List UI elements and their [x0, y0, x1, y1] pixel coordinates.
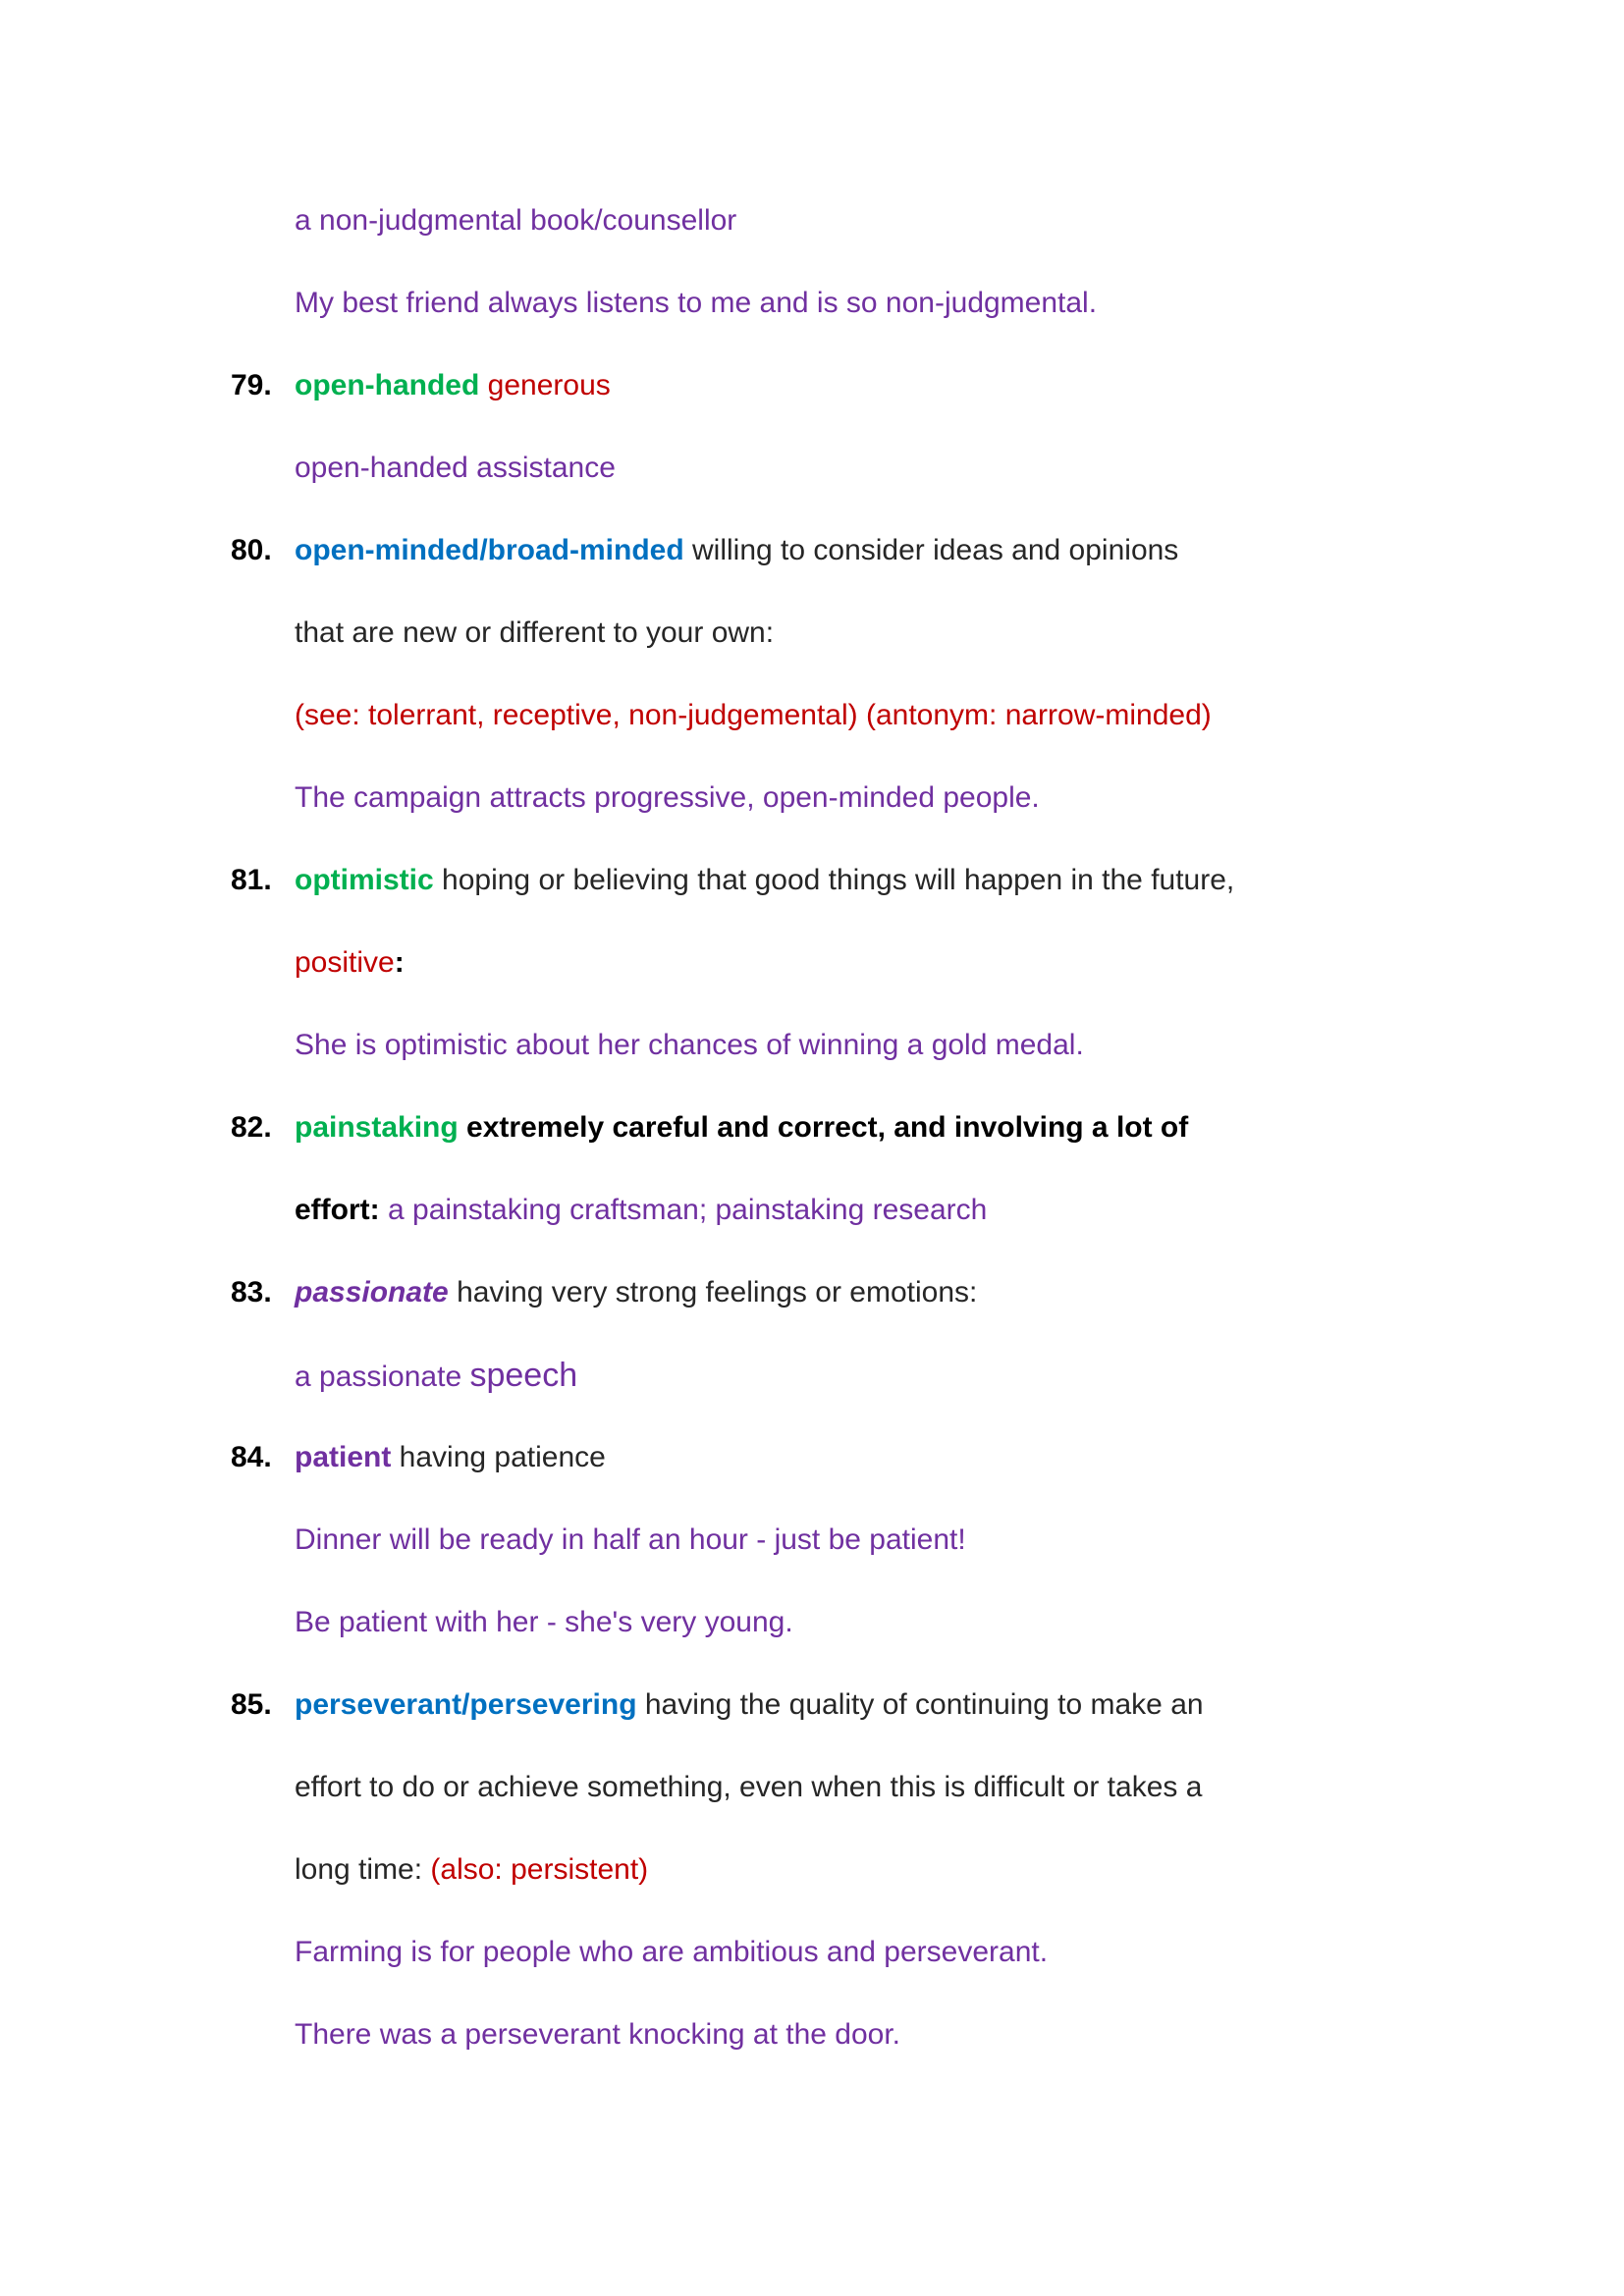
headword: painstaking: [295, 1111, 467, 1144]
example-sentence: There was a perseverant knocking at the door.: [295, 2018, 901, 2051]
text-line: [295, 1004, 1624, 1087]
definition: having the quality of continuing to make an: [644, 1688, 1204, 1721]
entry-number: 85.: [231, 1688, 272, 1721]
text-line: [295, 1911, 1624, 1994]
headword: perseverant/persevering: [295, 1688, 645, 1721]
definition: effort to do or achieve something, even when this is difficult or takes a: [295, 1771, 1203, 1803]
example-sentence: a non-judgmental book/counsellor: [295, 204, 737, 237]
entry-number: 81.: [231, 864, 272, 896]
text-line: [231, 345, 1624, 427]
example-sentence: speech: [469, 1357, 578, 1394]
text-line: [295, 922, 1624, 1004]
text-line: [295, 1829, 1624, 1911]
example-sentence: The campaign attracts progressive, open-minded people.: [295, 781, 1040, 814]
text-line: [295, 674, 1624, 757]
synonym-note: generous: [487, 369, 611, 401]
text-line: [231, 1664, 1624, 1746]
synonym-note: (see: tolerrant, receptive, non-judgemental) (antonym: narrow-minded): [295, 699, 1212, 731]
example-sentence: a painstaking craftsman; painstaking research: [387, 1194, 988, 1226]
definition: having very strong feelings or emotions:: [457, 1276, 978, 1308]
definition: :: [394, 946, 405, 979]
headword: patient: [295, 1441, 400, 1473]
text-line: [295, 1334, 1624, 1416]
headword: open-minded/broad-minded: [295, 534, 692, 566]
text-line: [295, 592, 1624, 674]
text-line: [295, 427, 1624, 509]
headword: optimistic: [295, 864, 443, 896]
definition: hoping or believing that good things will happen in the future,: [442, 864, 1235, 896]
example-sentence: open-handed assistance: [295, 452, 616, 484]
definition: willing to consider ideas and opinions: [692, 534, 1179, 566]
text-line: [295, 180, 1624, 262]
definition: that are new or different to your own:: [295, 616, 775, 649]
text-line: [231, 839, 1624, 922]
entry-number: 83.: [231, 1276, 272, 1308]
text-line: [231, 1087, 1624, 1169]
text-line: [295, 757, 1624, 839]
example-sentence: a passionate: [295, 1361, 470, 1393]
text-line: [295, 1994, 1624, 2076]
synonym-note: (also: persistent): [430, 1853, 649, 1886]
definition: long time:: [295, 1853, 431, 1886]
entry-number: 80.: [231, 534, 272, 566]
text-line: [295, 262, 1624, 345]
example-sentence: Be patient with her - she's very young.: [295, 1606, 793, 1638]
example-sentence: My best friend always listens to me and is so non-judgmental.: [295, 287, 1098, 319]
text-line: [295, 1499, 1624, 1581]
text-line: [295, 1169, 1624, 1252]
synonym-note: positive: [295, 946, 395, 979]
text-line: [295, 1746, 1624, 1829]
entry-number: 82.: [231, 1111, 272, 1144]
text-line: [231, 1416, 1624, 1499]
headword: open-handed: [295, 369, 488, 401]
headword: passionate: [295, 1276, 458, 1308]
example-sentence: Dinner will be ready in half an hour - just be patient!: [295, 1523, 966, 1556]
definition: having patience: [399, 1441, 606, 1473]
text-line: [231, 509, 1624, 592]
definition: effort:: [295, 1194, 388, 1226]
example-sentence: Farming is for people who are ambitious and perseverant.: [295, 1936, 1049, 1968]
example-sentence: She is optimistic about her chances of winning a gold medal.: [295, 1029, 1084, 1061]
entry-number: 84.: [231, 1441, 272, 1473]
definition: extremely careful and correct, and involving a lot of: [466, 1111, 1189, 1144]
text-line: [295, 1581, 1624, 1664]
entry-number: 79.: [231, 369, 272, 401]
text-line: [231, 1252, 1624, 1334]
